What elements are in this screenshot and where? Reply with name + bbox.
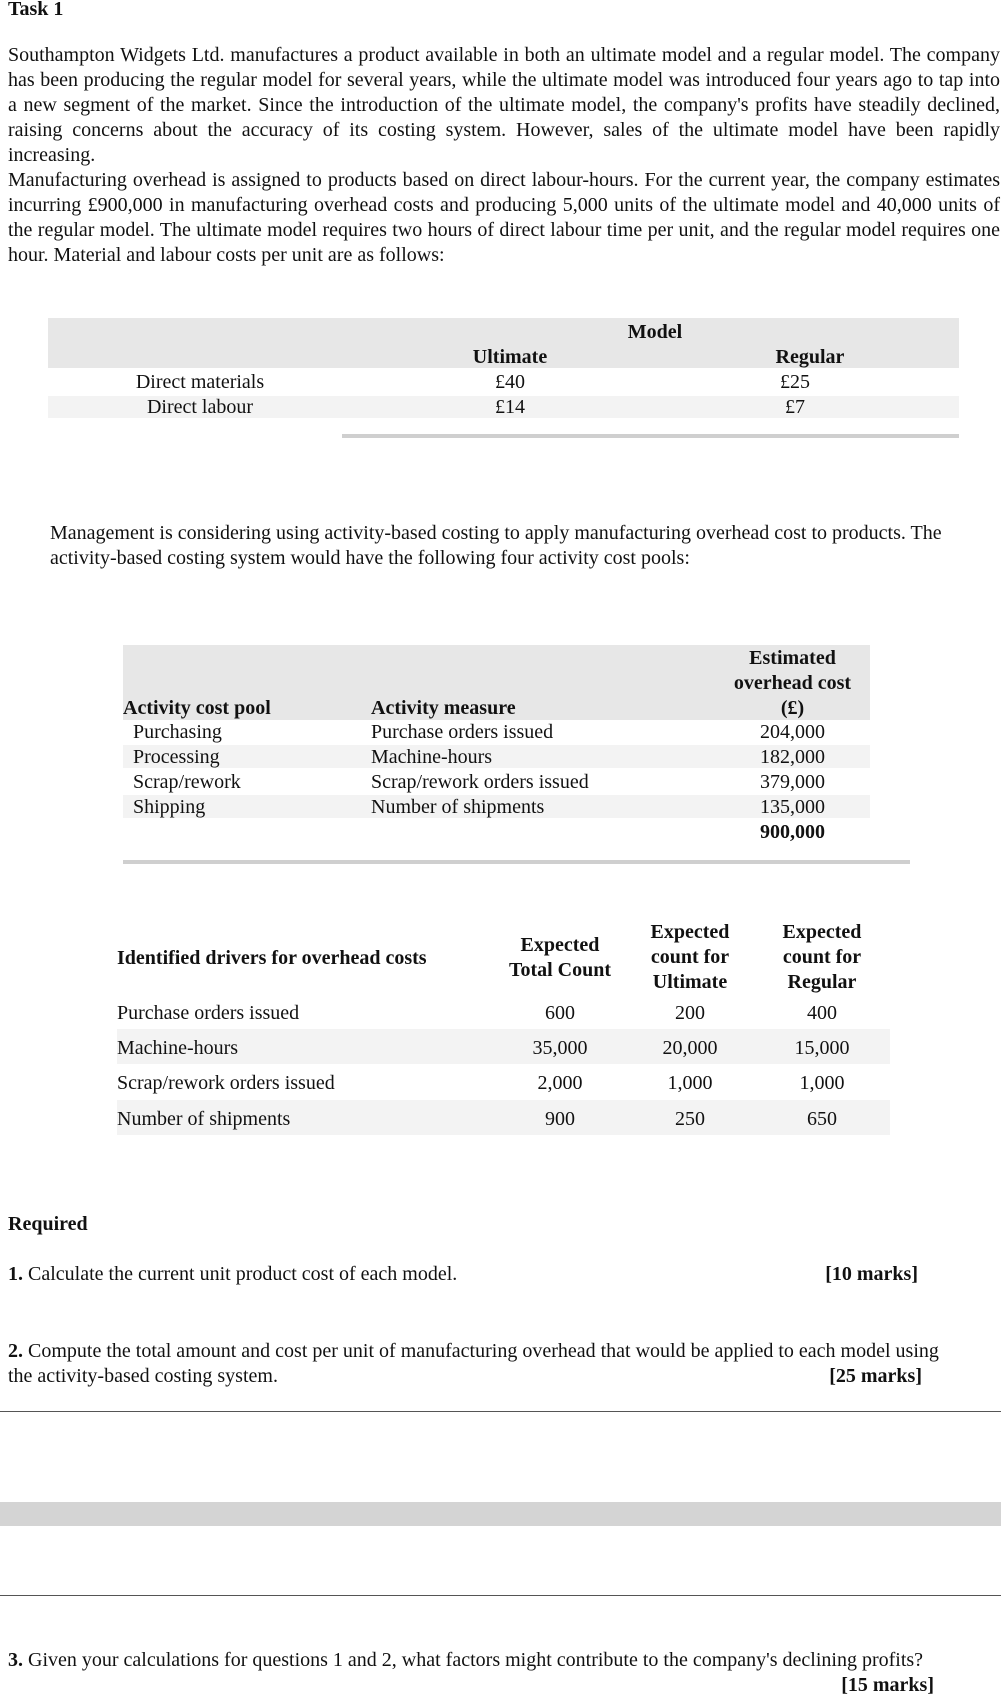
pool-total-cost: 900,000 (760, 821, 825, 843)
cost-table-col-ultimate: Ultimate (472, 346, 548, 368)
task-title: Task 1 (8, 0, 64, 20)
question-2-text: Compute the total amount and cost per unit of manufacturing overhead that would be applied to each model using the activity-based costing system. (8, 1340, 939, 1387)
cost-row-ultimate: £14 (495, 396, 525, 418)
driver-row-driver: Number of shipments (117, 1108, 291, 1130)
cost-row-label: Direct materials (135, 371, 265, 393)
intro-paragraph-2: Manufacturing overhead is assigned to products based on direct labour-hours. For the current year, the company estimates incurring £900,000 in manufacturing overhead costs and producing 5,000 units of the ultimate model and 40,000 units of the regular model. The ultimate model requires two hours of direct labour time per unit, and the regular model requires one hour. Material and labour costs per unit are as follows: (8, 169, 1000, 266)
pool-row-pool: Purchasing (133, 721, 222, 743)
driver-row-regular: 400 (807, 1002, 837, 1024)
pool-row-pool: Scrap/rework (133, 771, 241, 793)
cost-row-label: Direct labour (146, 396, 254, 418)
pool-row-measure: Number of shipments (371, 796, 545, 818)
answer-area-top-line (0, 1411, 1001, 1412)
pool-row-cost: 204,000 (760, 721, 825, 743)
driver-row-regular: 1,000 (799, 1072, 845, 1094)
abc-intro-text: Management is considering using activity-based costing to apply manufacturing overhead cost to products. The activity-based costing system would have the following four activity cost pools: (50, 522, 942, 569)
required-heading: Required (8, 1213, 88, 1235)
question-2-number: 2. (8, 1340, 23, 1362)
driver-col-reg-line1: Expected (782, 921, 862, 943)
pool-col-cost-line2: overhead cost (733, 672, 852, 694)
pool-col-cost-line1: Estimated (749, 647, 836, 669)
driver-col-ult-line1: Expected (650, 921, 730, 943)
pool-col-pool: Activity cost pool (123, 697, 271, 719)
driver-row-driver: Scrap/rework orders issued (117, 1072, 335, 1094)
driver-col-ult-line3: Ultimate (652, 971, 728, 993)
pool-row-measure: Scrap/rework orders issued (371, 771, 589, 793)
question-3-marks: [15 marks] (841, 1674, 934, 1696)
cost-row-regular: £25 (780, 371, 810, 393)
pool-row-cost: 379,000 (760, 771, 825, 793)
driver-row-ultimate: 200 (675, 1002, 705, 1024)
cost-row-regular: £7 (785, 396, 805, 418)
driver-col-driver: Identified drivers for overhead costs (117, 947, 427, 969)
pool-col-cost-line3: (£) (780, 697, 805, 719)
pool-row-pool: Shipping (133, 796, 206, 818)
answer-area-band (0, 1502, 1001, 1526)
driver-row-total: 35,000 (532, 1037, 588, 1059)
pool-table-bottom-rule (123, 860, 910, 864)
cost-table-group-header: Model (627, 321, 683, 343)
driver-row-total: 600 (545, 1002, 575, 1024)
driver-row-total: 2,000 (537, 1072, 583, 1094)
intro-paragraph-1: Southampton Widgets Ltd. manufactures a product available in both an ultimate model and a regular model. The company has been producing the regular model for several years, while the ultimate model was introduced four years ago to tap into a new segment of the market. Since the introduction of the ultimate model, the company's profits have steadily declined, raising concerns about the accuracy of its costing system. However, sales of the ultimate model have been rapidly increasing. (8, 44, 1000, 166)
driver-col-total-line1: Expected (520, 934, 600, 956)
question-1-marks: [10 marks] (825, 1263, 918, 1285)
driver-col-reg-line3: Regular (787, 971, 857, 993)
driver-col-total-line2: Total Count (508, 959, 612, 981)
question-3-number: 3. (8, 1649, 23, 1671)
question-1-text: Calculate the current unit product cost of each model. (28, 1263, 458, 1285)
answer-area-bottom-line (0, 1595, 1001, 1596)
intro-text (8, 43, 1000, 268)
cost-table-col-regular: Regular (775, 346, 845, 368)
driver-row-ultimate: 250 (675, 1108, 705, 1130)
pool-col-measure: Activity measure (371, 697, 516, 719)
pool-row-measure: Purchase orders issued (371, 721, 554, 743)
question-3 (8, 1648, 968, 1673)
driver-col-ult-line2: count for (650, 946, 730, 968)
driver-row-ultimate: 20,000 (662, 1037, 718, 1059)
driver-row-driver: Machine-hours (117, 1037, 239, 1059)
question-1-number: 1. (8, 1263, 23, 1285)
driver-row-driver: Purchase orders issued (117, 1002, 300, 1024)
pool-row-cost: 182,000 (760, 746, 825, 768)
pool-row-cost: 135,000 (760, 796, 825, 818)
driver-row-total: 900 (545, 1108, 575, 1130)
driver-row-ultimate: 1,000 (667, 1072, 713, 1094)
driver-row-regular: 650 (807, 1108, 837, 1130)
question-3-text: Given your calculations for questions 1 and 2, what factors might contribute to the company's declining profits? (28, 1649, 924, 1671)
cost-table-bottom-rule (342, 434, 959, 438)
pool-row-pool: Processing (133, 746, 220, 768)
pool-row-measure: Machine-hours (371, 746, 493, 768)
driver-row-regular: 15,000 (794, 1037, 850, 1059)
driver-col-reg-line2: count for (782, 946, 862, 968)
question-2-marks: [25 marks] (829, 1365, 922, 1387)
cost-row-ultimate: £40 (495, 371, 525, 393)
